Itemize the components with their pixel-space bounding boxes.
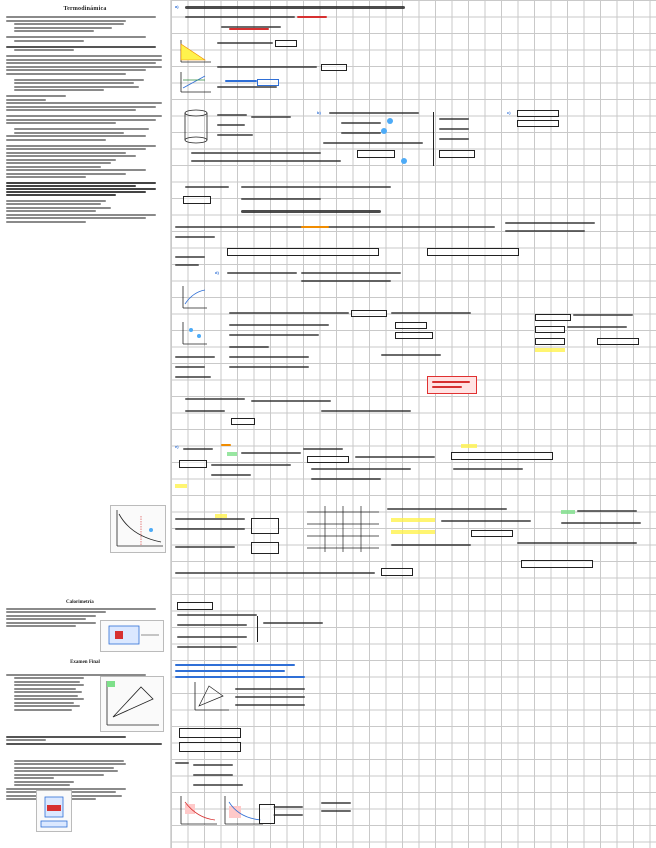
equation-line (577, 510, 637, 512)
equation-line (241, 198, 321, 200)
equation-line (235, 696, 305, 698)
handwritten-notes-grid (171, 0, 656, 848)
equation-line (273, 814, 303, 816)
equation-line (391, 312, 471, 314)
boxed-result (251, 542, 279, 554)
yellow-highlight (461, 444, 477, 448)
blue-annotation (225, 80, 257, 82)
curly-brace (433, 112, 434, 166)
graph-sketch (179, 320, 209, 348)
equation-line (341, 132, 381, 134)
equation-line (321, 410, 411, 412)
equation-line (229, 346, 269, 348)
green-highlight (227, 452, 237, 456)
yellow-highlight (215, 514, 227, 518)
equation-line (229, 366, 309, 368)
container-sketch (181, 108, 211, 146)
blue-annotation (175, 676, 305, 678)
bullet-dot (387, 118, 393, 124)
piston-figure (36, 790, 72, 832)
orange-annotation (301, 226, 329, 228)
equation-line (323, 142, 423, 144)
calorimeter-figure (100, 620, 164, 652)
boxed-result (471, 530, 513, 537)
cooling-curve-figure (110, 505, 166, 553)
boxed-result (357, 150, 395, 158)
equation-line (217, 66, 317, 68)
equation-line (175, 546, 235, 548)
boxed-result (231, 418, 255, 425)
equation-line (193, 784, 243, 786)
equation-line (229, 334, 319, 336)
equation-line (193, 774, 233, 776)
equation-line (235, 688, 305, 690)
equation-line (191, 160, 341, 162)
equation-line (217, 134, 253, 136)
boxed-result (395, 322, 427, 329)
equation-line (185, 410, 225, 412)
boxed-result (259, 804, 275, 824)
equation-line (391, 544, 471, 546)
equation-line (439, 118, 469, 120)
equation-line (177, 624, 247, 626)
boxed-result (321, 64, 347, 71)
paragraph (0, 128, 170, 141)
boxed-result (351, 310, 387, 317)
highlighted-note (427, 376, 477, 394)
equation-line (227, 272, 297, 274)
question-label: a) (175, 4, 179, 9)
equation-line (561, 522, 641, 524)
equation-line (573, 314, 633, 316)
equation-line (311, 468, 411, 470)
left-text-column (0, 0, 171, 848)
orange-annotation (221, 444, 231, 446)
equation-line (229, 356, 309, 358)
equation-line (329, 112, 419, 114)
equation-line (251, 116, 291, 118)
paragraph (0, 16, 170, 32)
equation-line (303, 448, 343, 450)
boxed-result (179, 742, 241, 752)
equation-line (387, 508, 507, 510)
equation-line (175, 762, 189, 764)
equation-line (217, 114, 247, 116)
equation-line (505, 230, 585, 232)
equation-line (321, 810, 351, 812)
boxed-result (451, 452, 553, 460)
boxed-result (535, 326, 565, 333)
boxed-result (427, 248, 519, 256)
equation-line (241, 210, 381, 213)
question-label: d) (215, 270, 219, 275)
equation-line (441, 520, 531, 522)
red-annotation (229, 28, 269, 30)
green-highlight (561, 510, 575, 514)
document-title: Termodinámica (63, 6, 107, 12)
section-heading: Calorimetría (66, 600, 94, 605)
equation-line (439, 128, 469, 130)
equation-line (381, 354, 441, 356)
equation-line (235, 704, 305, 706)
equation-line (177, 614, 257, 616)
boxed-result (439, 150, 475, 158)
equation-line (185, 6, 405, 9)
boxed-result (179, 460, 207, 468)
boxed-result (179, 728, 241, 738)
paragraph (0, 182, 170, 196)
equation-line (175, 572, 375, 574)
exam-question-1-data (0, 734, 170, 745)
question-label: e) (175, 444, 179, 449)
paragraph (0, 95, 170, 111)
yellow-highlight (391, 518, 435, 522)
equation-line (175, 226, 495, 228)
equation-line (273, 806, 303, 808)
question-label: c) (507, 110, 511, 115)
equation-line (517, 542, 637, 544)
equation-line (263, 622, 323, 624)
paragraph (0, 115, 170, 124)
equation-line (321, 802, 351, 804)
equation-line (301, 280, 391, 282)
graph-sketch (179, 284, 209, 312)
boxed-result (257, 79, 279, 86)
equation-line (175, 236, 215, 238)
yellow-highlight (391, 530, 435, 534)
boxed-result (227, 248, 379, 256)
red-annotation (297, 16, 327, 18)
equation-line (211, 474, 251, 476)
yellow-highlight (535, 348, 565, 352)
boxed-result (251, 518, 279, 534)
boxed-result (183, 196, 211, 204)
question-label: b) (317, 110, 321, 115)
equation-line (185, 16, 295, 18)
equation-line (185, 186, 229, 188)
equation-line (217, 42, 273, 44)
equation-line (175, 366, 205, 368)
equation-line (251, 400, 331, 402)
bullet-dot (381, 128, 387, 134)
paragraph (0, 200, 170, 223)
paragraph (0, 46, 170, 52)
boxed-result (177, 602, 213, 610)
boxed-result (521, 560, 593, 568)
exam-question-2 (0, 758, 170, 800)
equation-line (229, 312, 349, 314)
boxed-result (395, 332, 433, 339)
equation-line (355, 456, 435, 458)
graph-sketch (175, 36, 215, 96)
equation-line (175, 518, 245, 520)
yellow-highlight (175, 484, 187, 488)
equation-line (175, 356, 215, 358)
equation-line (175, 256, 205, 258)
paragraph (0, 36, 170, 42)
equation-line (439, 138, 469, 140)
equation-line (175, 376, 211, 378)
equation-line (185, 398, 245, 400)
paragraph (0, 145, 170, 179)
equation-line (177, 646, 237, 648)
data-table-sketch (307, 506, 379, 552)
pv-diagram-figure (100, 676, 164, 732)
equation-line (341, 122, 381, 124)
equation-line (453, 468, 523, 470)
boxed-result (535, 338, 565, 345)
paragraph (0, 55, 170, 75)
equation-line (217, 124, 245, 126)
boxed-result (275, 40, 297, 47)
boxed-result (381, 568, 413, 576)
boxed-result (517, 110, 559, 117)
equation-line (229, 324, 329, 326)
paragraph (0, 79, 170, 92)
equation-line (193, 764, 233, 766)
blue-annotation (175, 670, 285, 672)
curly-brace (257, 616, 258, 642)
boxed-result (517, 120, 559, 127)
boxed-result (535, 314, 571, 321)
equation-line (183, 448, 213, 450)
exam-title: Examen Final (70, 660, 100, 665)
boxed-result (597, 338, 639, 345)
equation-line (301, 272, 401, 274)
blue-annotation (175, 664, 295, 666)
equation-line (191, 152, 321, 154)
process-sketches (177, 794, 267, 828)
bullet-dot (401, 158, 407, 164)
boxed-result (307, 456, 349, 463)
equation-line (217, 86, 277, 88)
equation-line (241, 186, 391, 188)
equation-line (505, 222, 595, 224)
equation-line (177, 636, 247, 638)
equation-line (175, 264, 199, 266)
equation-line (175, 528, 245, 530)
equation-line (211, 464, 291, 466)
pv-sketch (191, 680, 231, 714)
equation-line (241, 452, 301, 454)
equation-line (567, 326, 627, 328)
equation-line (311, 478, 381, 480)
